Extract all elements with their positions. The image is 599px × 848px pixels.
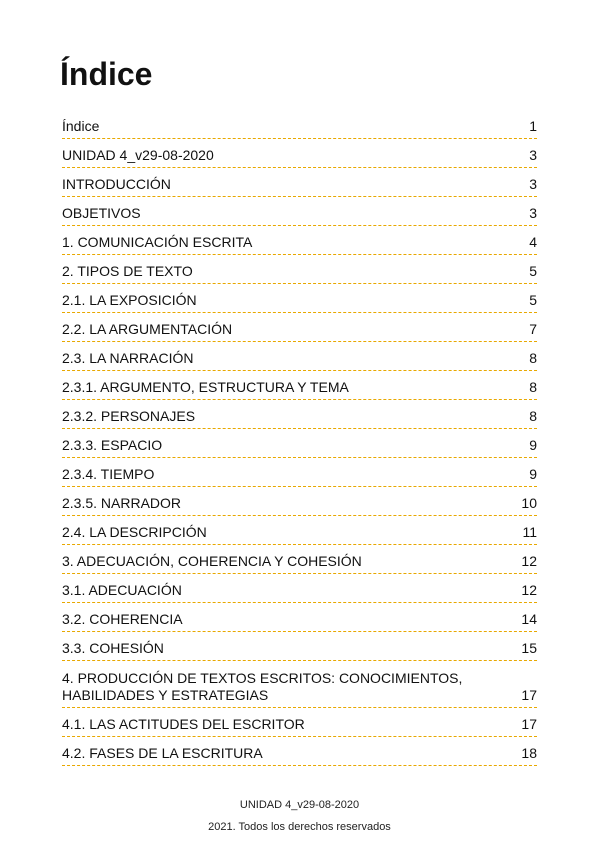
toc-entry[interactable]	[62, 545, 537, 574]
toc-entry-label: 3.3. COHESIÓN	[62, 640, 164, 656]
toc-entry-page-number: 3	[529, 147, 537, 163]
toc-entry[interactable]	[62, 574, 537, 603]
toc-entry[interactable]	[62, 487, 537, 516]
toc-entry[interactable]	[62, 197, 537, 226]
footer-unit-label: UNIDAD 4_v29-08-2020	[239, 799, 360, 811]
toc-entry[interactable]	[62, 429, 537, 458]
toc-entry[interactable]	[62, 168, 537, 197]
toc-entry-label: 2.3.4. TIEMPO	[62, 466, 155, 482]
toc-entry[interactable]	[62, 226, 537, 255]
toc-entry-page-number: 8	[529, 379, 537, 395]
toc-entry-page-number: 17	[521, 716, 537, 732]
toc-entry[interactable]	[62, 255, 537, 284]
toc-entry-label: OBJETIVOS	[62, 205, 141, 221]
toc-entry-label: 2.2. LA ARGUMENTACIÓN	[62, 321, 233, 337]
toc-entry[interactable]	[62, 400, 537, 429]
toc-entry-page-number: 11	[522, 524, 537, 540]
toc-entry-page-number: 9	[529, 466, 537, 482]
toc-entry[interactable]	[62, 284, 537, 313]
toc-entry-label: 2.3.1. ARGUMENTO, ESTRUCTURA Y TEMA	[62, 379, 349, 395]
toc-entry-label: 2.3.3. ESPACIO	[62, 437, 163, 453]
page-title: Índice	[60, 56, 153, 92]
toc-entry-page-number: 8	[529, 350, 537, 366]
toc-entry-page-number: 8	[529, 408, 537, 424]
toc-entry-page-number: 4	[529, 234, 537, 250]
toc-entry-label: 2. TIPOS DE TEXTO	[62, 263, 193, 279]
toc-entry-label: 3.1. ADECUACIÓN	[62, 582, 182, 598]
toc-entry-page-number: 12	[521, 582, 537, 598]
table-of-contents	[62, 110, 537, 766]
toc-entry-label: 3. ADECUACIÓN, COHERENCIA Y COHESIÓN	[62, 553, 362, 569]
toc-entry-page-number: 5	[529, 292, 537, 308]
toc-entry-page-number: 3	[529, 205, 537, 221]
toc-entry-label: 4. PRODUCCIÓN DE TEXTOS ESCRITOS: CONOCIMIENTOS, HABILIDADES Y ESTRATEGIAS	[62, 670, 463, 703]
toc-entry-label: 4.2. FASES DE LA ESCRITURA	[62, 745, 263, 761]
toc-entry-page-number: 10	[521, 495, 537, 511]
toc-entry[interactable]	[62, 110, 537, 139]
toc-entry[interactable]	[62, 632, 537, 661]
toc-entry[interactable]	[62, 603, 537, 632]
toc-entry-label: 3.2. COHERENCIA	[62, 611, 183, 627]
toc-entry-label: INTRODUCCIÓN	[62, 176, 171, 192]
toc-entry-page-number: 5	[529, 263, 537, 279]
toc-entry-page-number: 7	[529, 321, 537, 337]
toc-entry[interactable]	[62, 708, 537, 737]
toc-entry-label: 2.1. LA EXPOSICIÓN	[62, 292, 197, 308]
toc-entry[interactable]	[62, 661, 537, 708]
toc-entry-page-number: 18	[521, 745, 537, 761]
toc-entry-page-number: 3	[529, 176, 537, 192]
toc-entry-page-number: 1	[529, 118, 537, 134]
toc-entry-label: 2.3.2. PERSONAJES	[62, 408, 196, 424]
toc-entry-label: 2.4. LA DESCRIPCIÓN	[62, 524, 207, 540]
footer-copyright: 2021. Todos los derechos reservados	[208, 821, 391, 833]
toc-entry-page-number: 14	[521, 611, 537, 627]
toc-entry[interactable]	[62, 516, 537, 545]
toc-entry[interactable]	[62, 458, 537, 487]
toc-entry[interactable]	[62, 371, 537, 400]
toc-entry[interactable]	[62, 342, 537, 371]
toc-entry-label: 2.3. LA NARRACIÓN	[62, 350, 194, 366]
toc-entry-label: Índice	[62, 118, 100, 134]
toc-entry-label: 4.1. LAS ACTITUDES DEL ESCRITOR	[62, 716, 305, 732]
toc-entry[interactable]	[62, 139, 537, 168]
toc-entry-label: UNIDAD 4_v29-08-2020	[62, 147, 214, 163]
toc-entry-page-number: 17	[521, 687, 537, 703]
toc-entry-label: 2.3.5. NARRADOR	[62, 495, 182, 511]
toc-entry-page-number: 15	[521, 640, 537, 656]
toc-entry-label: 1. COMUNICACIÓN ESCRITA	[62, 234, 253, 250]
toc-entry[interactable]	[62, 313, 537, 342]
toc-entry-page-number: 12	[521, 553, 537, 569]
toc-entry-page-number: 9	[529, 437, 537, 453]
toc-entry[interactable]	[62, 737, 537, 766]
